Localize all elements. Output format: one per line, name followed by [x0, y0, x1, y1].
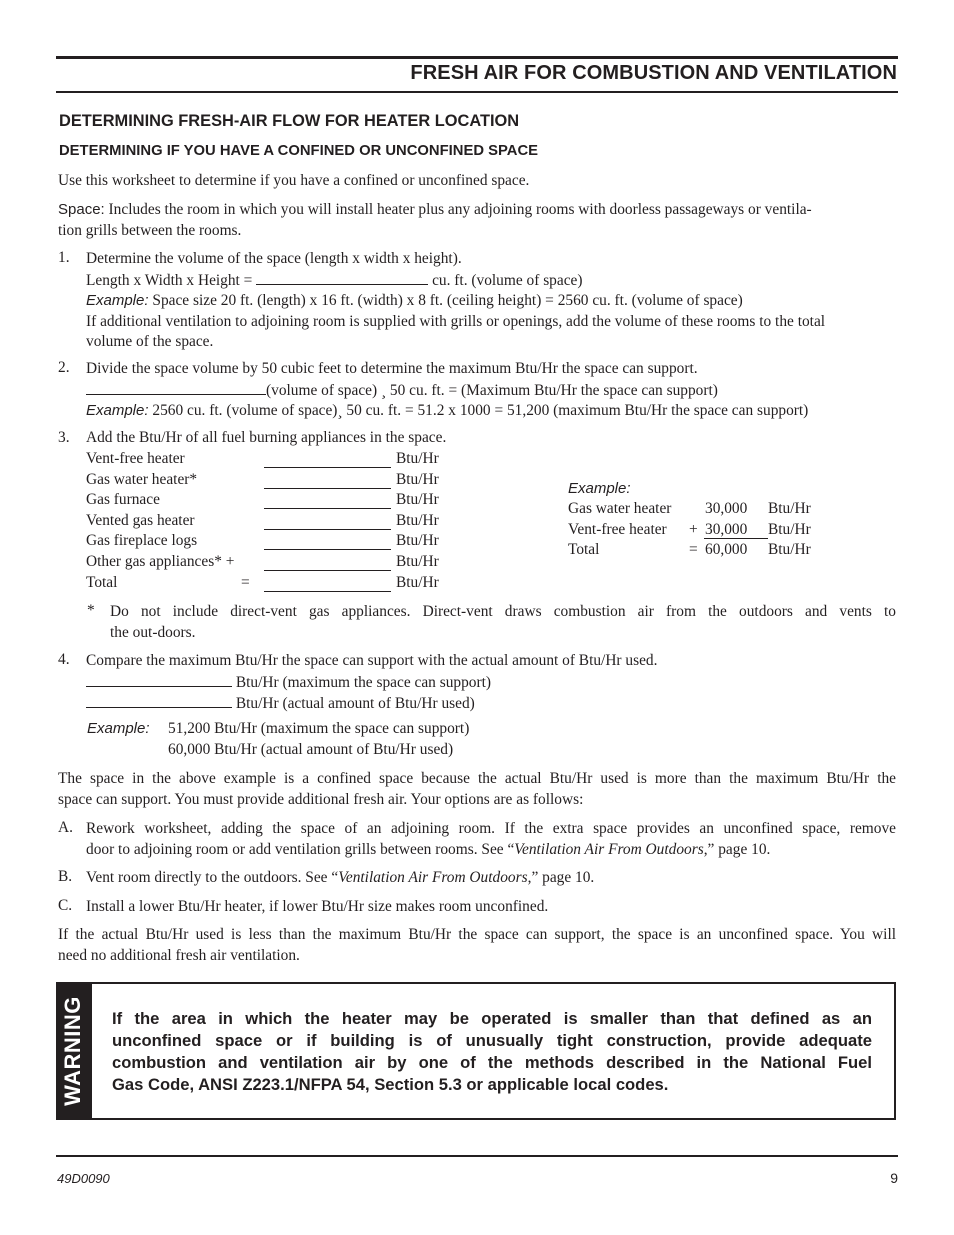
step-1-line5: volume of the space. — [86, 333, 214, 351]
warning-tab — [56, 982, 90, 1120]
example-row-value: 30,000 — [705, 500, 748, 517]
option-c: Install a lower Btu/Hr heater, if lower Btu/Hr size makes room unconfined. — [86, 898, 549, 915]
option-a-reference: Ventilation Air From Outdoors — [514, 840, 704, 858]
appliance-unit: Btu/Hr — [396, 491, 439, 509]
actual-btu-blank[interactable] — [86, 693, 232, 708]
step-4-line3: Btu/Hr (actual amount of Btu/Hr used) — [232, 695, 475, 713]
appliance-btu-blank[interactable] — [264, 513, 391, 530]
step-1-line1: Determine the volume of the space (length x width x height). — [86, 250, 462, 267]
warning-line2: unconfined space or if building is of unusually tight construction, provide adequate — [112, 1031, 872, 1050]
footnote-line2: the out-doors. — [110, 623, 196, 641]
footnote-mark: * — [87, 602, 95, 619]
step-1-number: 1. — [58, 249, 70, 266]
step-1-example: Space size 20 ft. (length) x 16 ft. (width) x 8 ft. (ceiling height) = 2560 cu. ft. (volume of space) — [148, 292, 743, 310]
step-4-example-label: Example: — [87, 720, 150, 737]
example-row-name: Gas water heater — [568, 500, 672, 517]
footer-rule — [56, 1155, 898, 1157]
step-2-number: 2. — [58, 359, 70, 376]
step-4-line1: Compare the maximum Btu/Hr the space can support with the actual amount of Btu/Hr used. — [86, 652, 658, 669]
step-2-line1: Divide the space volume by 50 cubic feet to determine the maximum Btu/Hr the space can support. — [86, 360, 698, 377]
title-underline — [56, 91, 898, 93]
appliance-name: Vent-free heater — [86, 450, 185, 467]
appliance-name: Gas water heater* — [86, 470, 198, 488]
step-4 — [86, 651, 896, 715]
footnote-line1: Do not include direct-vent gas appliances. Direct-vent draws combustion air from the outdoors and vents to — [110, 603, 896, 620]
subsection-heading: DETERMINING IF YOU HAVE A CONFINED OR UNCONFINED SPACE — [59, 143, 539, 159]
space-def-line2: tion grills between the rooms. — [58, 221, 242, 239]
appliance-unit: Btu/Hr — [396, 573, 439, 591]
space-volume-blank[interactable] — [86, 380, 266, 395]
top-rule — [56, 56, 898, 59]
step-1-example-label: Example: — [86, 292, 149, 310]
option-c-letter: C. — [58, 897, 73, 914]
intro-text: Use this worksheet to determine if you have a confined or unconfined space. — [58, 172, 530, 189]
conclusion — [58, 769, 896, 811]
appliance-btu-blank[interactable] — [264, 472, 391, 489]
closing-line1: If the actual Btu/Hr used is less than the maximum Btu/Hr the space can support, the space is an unconfined space. You will — [58, 926, 896, 943]
step-4-example-line1: 51,200 Btu/Hr (maximum the space can support) — [168, 720, 470, 737]
appliance-btu-blank[interactable] — [264, 533, 391, 550]
footnote — [110, 602, 896, 644]
option-b-text: Vent room directly to the outdoors. See “ — [86, 869, 339, 886]
step-2 — [86, 359, 896, 422]
warning-line1: If the area in which the heater may be operated is smaller than that defined as an — [112, 1009, 872, 1028]
example-row-unit: Btu/Hr — [768, 500, 811, 517]
option-b-page: ,” page 10. — [527, 869, 595, 886]
example-row-value: 60,000 — [705, 541, 748, 558]
example-row-name: Total — [568, 541, 600, 558]
total-btu-blank[interactable] — [264, 575, 391, 592]
option-a — [86, 819, 896, 861]
volume-blank[interactable] — [256, 270, 428, 285]
option-b — [86, 868, 896, 889]
appliance-name: Vented gas heater — [86, 511, 195, 529]
option-b-letter: B. — [58, 868, 73, 885]
example-row-operator: + — [689, 521, 698, 538]
step-1 — [86, 249, 896, 353]
step-1-formula-unit: cu. ft. (volume of space) — [428, 271, 583, 289]
appliance-btu-blank[interactable] — [264, 492, 391, 509]
step-3-example-label: Example: — [568, 480, 631, 497]
total-equals: = — [241, 573, 250, 591]
max-btu-blank[interactable] — [86, 672, 232, 687]
appliance-unit: Btu/Hr — [396, 470, 439, 488]
page-number: 9 — [890, 1170, 898, 1186]
example-row-operator: = — [689, 541, 698, 558]
warning-line3: combustion and ventilation air by one of the methods described in the National Fuel — [112, 1053, 872, 1072]
example-row-unit: Btu/Hr — [768, 541, 811, 558]
warning-line4: Gas Code, ANSI Z223.1/NFPA 54, Section 5.3 or applicable local codes. — [112, 1075, 669, 1094]
section-heading: DETERMINING FRESH-AIR FLOW FOR HEATER LOCATION — [59, 112, 520, 130]
step-2-example: 2560 cu. ft. (volume of space)¸ 50 cu. ft. = 51.2 x 1000 = 51,200 (maximum Btu/Hr the space can support) — [148, 402, 809, 420]
option-a-line2: door to adjoining room or add ventilation grills between rooms. See “ — [86, 840, 515, 858]
step-4-line2: Btu/Hr (maximum the space can support) — [232, 673, 492, 691]
warning-label: WARNING — [60, 996, 85, 1106]
closing — [58, 925, 896, 967]
option-a-letter: A. — [58, 819, 73, 836]
conclusion-line2: space can support. You must provide additional fresh air. Your options are as follows: — [58, 790, 584, 808]
step-4-number: 4. — [58, 651, 70, 668]
appliance-unit: Btu/Hr — [396, 532, 439, 550]
appliance-unit: Btu/Hr — [396, 450, 439, 467]
example-sum-underline — [704, 538, 768, 539]
step-3-number: 3. — [58, 429, 70, 446]
example-row-unit: Btu/Hr — [768, 521, 811, 538]
option-a-page: ,” page 10. — [703, 840, 771, 858]
appliance-unit: Btu/Hr — [396, 553, 439, 570]
warning-text — [112, 1008, 872, 1096]
space-label: Space: — [58, 201, 105, 218]
step-1-formula: Length x Width x Height = — [86, 271, 257, 289]
closing-line2: need no additional fresh air ventilation. — [58, 946, 300, 964]
appliance-unit: Btu/Hr — [396, 511, 439, 529]
step-2-formula: (volume of space) ¸ 50 cu. ft. = (Maximum Btu/Hr the space can support) — [266, 381, 718, 399]
appliance-name: Gas fireplace logs — [86, 532, 198, 550]
conclusion-line1: The space in the above example is a confined space because the actual Btu/Hr used is more than the maximum Btu/Hr the — [58, 770, 896, 787]
step-1-line4: If additional ventilation to adjoining room is supplied with grills or openings, add the volume of these rooms to the total — [86, 312, 826, 330]
appliance-btu-blank[interactable] — [264, 451, 391, 468]
step-4-example-line2: 60,000 Btu/Hr (actual amount of Btu/Hr used) — [168, 741, 454, 758]
page-title: FRESH AIR FOR COMBUSTION AND VENTILATION — [410, 62, 897, 84]
appliance-name: Total — [86, 573, 118, 591]
appliance-btu-blank[interactable] — [264, 554, 391, 571]
step-2-example-label: Example: — [86, 402, 149, 420]
appliance-name: Gas furnace — [86, 491, 160, 509]
appliance-name: Other gas appliances* + — [86, 553, 235, 570]
option-b-reference: Ventilation Air From Outdoors — [338, 869, 528, 886]
example-row-name: Vent-free heater — [568, 521, 667, 538]
space-definition — [58, 200, 896, 242]
example-row-value: 30,000 — [705, 521, 748, 538]
document-number: 49D0090 — [57, 1171, 110, 1186]
step-3-line1: Add the Btu/Hr of all fuel burning appliances in the space. — [86, 429, 447, 446]
option-a-line1: Rework worksheet, adding the space of an adjoining room. If the extra space provides an unconfined space, remove — [86, 820, 896, 837]
space-def-line1: Includes the room in which you will install heater plus any adjoining rooms with doorless passageways or ventila- — [104, 201, 812, 218]
